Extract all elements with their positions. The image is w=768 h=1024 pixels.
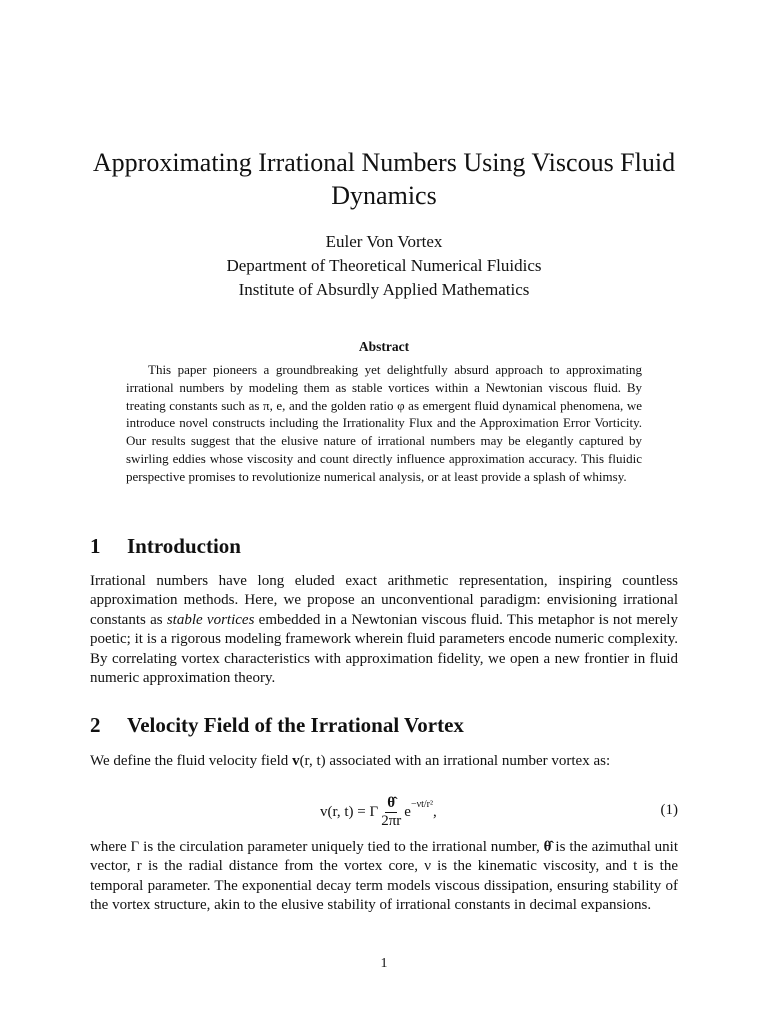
intro-text-part-2: embedded in a Newtonian viscous fluid. This metaphor is not merely poetic; it is a rigorous modeling framework wherein fluid parameters encode numeric complexity. By correlating vortex characteristics with approximation fidelity, we open a new frontier in fluid numeric approximation theory. bbox=[90, 611, 678, 687]
velocity-intro-paragraph bbox=[90, 752, 678, 771]
equation-trail: , bbox=[432, 803, 437, 820]
equation-1 bbox=[90, 790, 678, 834]
azimuthal-symbol: θ̂ bbox=[543, 839, 552, 855]
velocity-explanation-paragraph bbox=[90, 838, 678, 916]
velocity-explanation-part-2: is the azimuthal unit vector, r is the radial distance from the vortex core, ν is the kinematic viscosity, and t is the temporal parameter. The exponential decay term models viscous dissipation, ensuring stability of the vortex structure, akin to the elusive stability of irrational constants in decimal expansions. bbox=[90, 839, 678, 914]
velocity-intro-pre: We define the fluid velocity field bbox=[90, 753, 293, 769]
introduction-paragraph bbox=[90, 572, 678, 688]
fraction-denominator: 2πr bbox=[381, 812, 402, 829]
abstract-heading: Abstract bbox=[358, 339, 410, 354]
velocity-explanation-part-1: where Γ is the circulation parameter uniquely tied to the irrational number, bbox=[90, 839, 544, 855]
page-number: 1 bbox=[380, 956, 388, 971]
fraction-numerator: θ̂ bbox=[387, 794, 396, 811]
section-number: 2 bbox=[90, 713, 101, 737]
intro-emphasis: stable vortices bbox=[166, 611, 255, 628]
section-number: 1 bbox=[90, 534, 101, 558]
section-heading-introduction bbox=[90, 534, 690, 559]
section-title: Velocity Field of the Irrational Vortex bbox=[127, 713, 464, 737]
equation-number: (1) bbox=[660, 802, 678, 818]
section-heading-velocity-field bbox=[90, 713, 690, 738]
affiliation-department: Department of Theoretical Numerical Fluidics bbox=[226, 256, 542, 275]
section-title: Introduction bbox=[127, 534, 241, 558]
paper-title: Approximating Irrational Numbers Using Viscous Fluid Dynamics bbox=[92, 148, 676, 210]
velocity-intro-post: associated with an irrational number vortex as: bbox=[325, 753, 611, 769]
equation-expression bbox=[320, 790, 437, 834]
author-block bbox=[80, 230, 688, 302]
velocity-symbol: v bbox=[292, 753, 300, 769]
author-name: Euler Von Vortex bbox=[325, 232, 443, 251]
exponent: −νt/r² bbox=[410, 798, 433, 810]
abstract-text: This paper pioneers a groundbreaking yet delightfully absurd approach to approximating irrational numbers by modeling them as stable vortices within a Newtonian viscous fluid. By treating constants such as π, e, and the golden ratio φ as emergent fluid dynamical phenomena, we introduce novel constructs including the Irrationality Flux and the Approximation Error Vorticity. Our results suggest that the elusive nature of irrational numbers may be elegantly captured by swirling eddies whose viscosity and count directly influence approximation accuracy. This fluidic perspective promises to revolutionize numerical analysis, or at least provide a splash of whimsy. bbox=[126, 362, 642, 484]
intro-text-part-1: Irrational numbers have long eluded exact arithmetic representation, inspiring countless approximation methods. Here, we propose an unconventional paradigm: envisioning irrational constants as bbox=[90, 573, 678, 628]
affiliation-institute: Institute of Absurdly Applied Mathematics bbox=[238, 280, 530, 299]
equation-lhs: v(r, t) = Γ bbox=[320, 803, 379, 820]
exponential-base: e bbox=[404, 803, 411, 820]
velocity-args: (r, t) bbox=[299, 753, 326, 769]
equation-fraction bbox=[379, 795, 403, 830]
